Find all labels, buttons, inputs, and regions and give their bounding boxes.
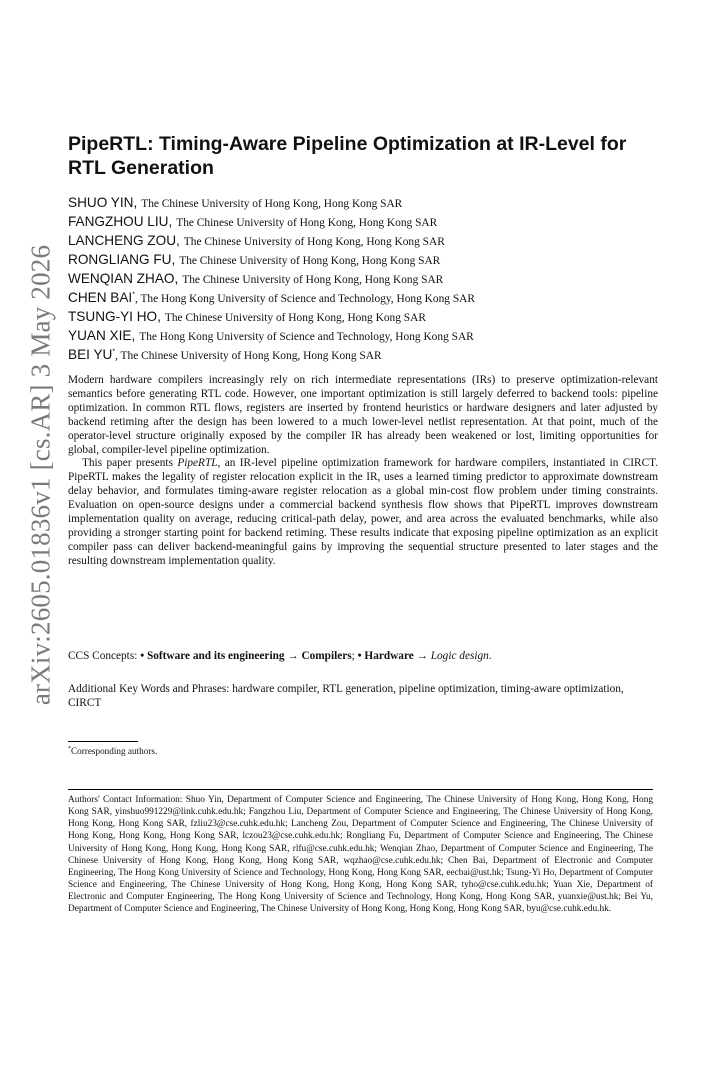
- author-entry: [68, 232, 668, 251]
- abstract-paragraph: Modern hardware compilers increasingly rely on rich intermediate representations (IRs) to preserve optimization-relevant semantics before generating RTL code. However, one important optimization is still largely deferred to backend tools: pipeline optimization. In common RTL flows, registers are inserted by frontend heuristics or hardware designers and later adjusted by backend retiming after the design has been lowered to a much lower-level netlist representation. At that point, much of the operator-level structure originally exposed by the compiler IR has already been weakened or lost, limiting opportunities for global, compiler-level pipeline optimization.: [68, 374, 658, 456]
- author-list: [68, 194, 668, 365]
- author-entry: [68, 270, 668, 289]
- corresponding-mark: *: [112, 348, 116, 356]
- ccs-concepts: CCS Concepts: • Software and its engineering → Compilers; • Hardware → Logic design.: [68, 650, 492, 662]
- author-entry: [68, 346, 668, 365]
- author-name: WENQIAN ZHAO,: [68, 271, 179, 286]
- author-affiliation: The Chinese University of Hong Kong, Hong Kong SAR: [141, 198, 403, 210]
- author-entry: [68, 308, 668, 327]
- author-affiliation: The Chinese University of Hong Kong, Hong Kong SAR: [183, 236, 445, 248]
- author-name: SHUO YIN,: [68, 195, 138, 210]
- abstract: [68, 374, 658, 569]
- author-affiliation: The Chinese University of Hong Kong, Hong Kong SAR: [164, 312, 426, 324]
- author-name: CHEN BAI*: [68, 290, 135, 305]
- author-affiliation: , The Chinese University of Hong Kong, Hong Kong SAR: [115, 350, 382, 362]
- contact-information: Authors' Contact Information: Shuo Yin, Department of Computer Science and Engineering, The Chinese University of Hong Kong, Hong Kong, Hong Kong SAR, yinshuo991229@link.cuhk.edu.hk; Fangzhou Liu, Department of Computer Science and Engineering, The Chinese University of Hong Kong, Hong Kong, Hong Kong SAR, fzliu23@cse.cuhk.edu.hk; Lancheng Zou, Department of Computer Science and Engineering, The Chinese University of Hong Kong, Hong Kong, Hong Kong SAR, lczou23@cse.cuhk.edu.hk; Rongliang Fu, Department of Computer Science and Engineering, The Chinese University of Hong Kong, Hong Kong, Hong Kong SAR, rlfu@cse.cuhk.edu.hk; Wenqian Zhao, Department of Computer Science and Engineering, The Chinese University of Hong Kong, Hong Kong, Hong Kong SAR, wqzhao@cse.cuhk.edu.hk; Chen Bai, Department of Electronic and Computer Engineering, The Hong Kong University of Science and Technology, Hong Kong, Hong Kong SAR, eecbai@ust.hk; Tsung-Yi Ho, Department of Computer Science and Engineering, The Chinese University of Hong Kong, Hong Kong, Hong Kong SAR, tyho@cse.cuhk.edu.hk; Yuan Xie, Department of Electronic and Computer Engineering, The Hong Kong University of Science and Technology, Hong Kong, Hong Kong SAR, yuanxie@ust.hk; Bei Yu, Department of Computer Science and Engineering, The Chinese University of Hong Kong, Hong Kong, Hong Kong SAR, byu@cse.cuhk.edu.hk.: [68, 795, 653, 915]
- arxiv-side-label: arXiv:2605.01836v1 [cs.AR] 3 May 2026: [25, 244, 56, 706]
- keywords: Additional Key Words and Phrases: hardware compiler, RTL generation, pipeline optimization, timing-aware optimization, CIRCT: [68, 683, 624, 709]
- author-affiliation: The Hong Kong University of Science and Technology, Hong Kong SAR: [139, 331, 474, 343]
- author-entry: [68, 251, 668, 270]
- author-name: BEI YU*: [68, 347, 116, 362]
- system-name: PipeRTL: [177, 457, 218, 470]
- footnote: *Corresponding authors.: [68, 746, 158, 757]
- author-affiliation: The Chinese University of Hong Kong, Hong Kong SAR: [182, 274, 444, 286]
- author-affiliation: The Chinese University of Hong Kong, Hong Kong SAR: [179, 255, 441, 267]
- author-name: RONGLIANG FU,: [68, 252, 176, 267]
- author-name: LANCHENG ZOU,: [68, 233, 180, 248]
- contact-rule: [68, 789, 653, 790]
- author-entry: [68, 194, 668, 213]
- abstract-paragraph: This paper presents PipeRTL, an IR-level pipeline optimization framework for hardware compilers, instantiated in CIRCT. PipeRTL makes the legality of register relocation explicit in the IR, uses a learned timing predictor to approximate downstream delay behavior, and formulates timing-aware register relocation as a global min-cost flow problem under timing constraints. Evaluation on open-source designs under a commercial backend synthesis flow shows that PipeRTL improves downstream implementation quality on average, reducing critical-path delay, power, and area across the evaluated benchmarks, while also providing a stronger starting point for backend retiming. These results indicate that exposing pipeline optimization as an explicit compiler pass can deliver backend-meaningful gains by improving the sequential structure presented to later stages and the resulting downstream implementation quality.: [68, 457, 659, 567]
- author-entry: [68, 327, 668, 346]
- corresponding-mark: *: [132, 291, 135, 299]
- author-name: FANGZHOU LIU,: [68, 214, 173, 229]
- paper-title: PipeRTL: Timing-Aware Pipeline Optimization at IR-Level for RTL Generation: [68, 133, 627, 179]
- author-affiliation: , The Hong Kong University of Science and Technology, Hong Kong SAR: [134, 293, 475, 305]
- author-name: TSUNG-YI HO,: [68, 309, 161, 324]
- author-entry: [68, 289, 668, 308]
- author-entry: [68, 213, 668, 232]
- author-affiliation: The Chinese University of Hong Kong, Hong Kong SAR: [176, 217, 438, 229]
- footnote-rule: [68, 741, 138, 742]
- author-name: YUAN XIE,: [68, 328, 136, 343]
